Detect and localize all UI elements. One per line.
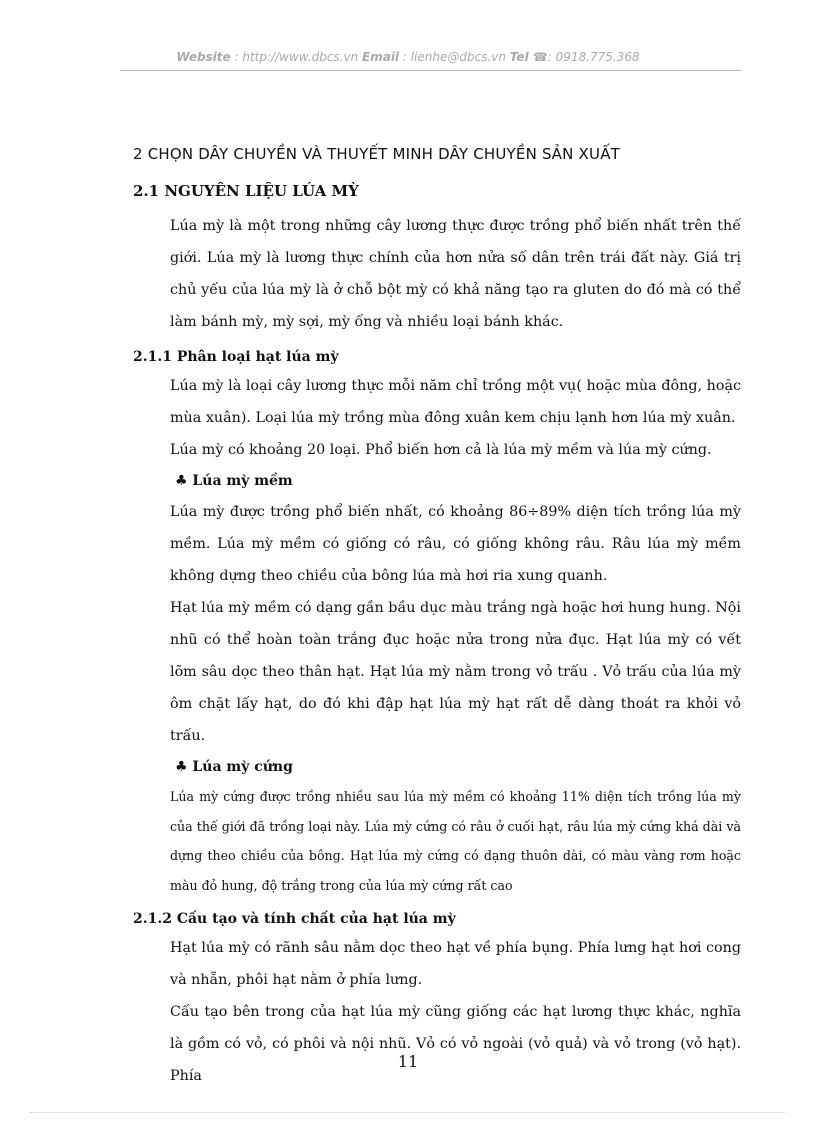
page-header [0, 50, 816, 64]
website-label: Website [176, 50, 231, 64]
soft-wheat-heading: ♣ Lúa mỳ mềm [175, 473, 293, 489]
page-content [133, 140, 741, 1092]
tel-label: Tel ☎ [509, 50, 548, 64]
footer-divider [30, 1112, 786, 1113]
paragraph: Lúa mỳ là một trong những cây lương thực được trồng phổ biến nhất trên thế giới. Lúa mỳ là lương thực chính của hơn nửa số dân trên trái đất này. Giá trị chủ yếu của lúa mỳ là ở chỗ bột mỳ có khả năng tạo ra gluten do đó mà có thể làm bánh mỳ, mỳ sợi, mỳ ống và nhiều loại bánh khác. [170, 218, 741, 330]
paragraph: Hạt lúa mỳ mềm có dạng gần bầu dục màu trắng ngà hoặc hơi hung hung. Nội nhũ có thể hoàn toàn trắng đục hoặc nửa trong nửa đục. Hạt lúa mỳ có vết lõm sâu dọc theo thân hạt. Hạt lúa mỳ nằm trong vỏ trấu . Vỏ trấu của lúa mỳ ôm chặt lấy hạt, do đó khi đập hạt lúa mỳ hạt rất dễ dàng thoát ra khỏi vỏ trấu. [170, 600, 741, 744]
paragraph: Lúa mỳ là loại cây lương thực mỗi năm chỉ trồng một vụ( hoặc mùa đông, hoặc mùa xuân). Loại lúa mỳ trồng mùa đông xuân kem chịu lạnh hơn lúa mỳ xuân. [170, 378, 741, 426]
paragraph: Lúa mỳ có khoảng 20 loại. Phổ biến hơn cả là lúa mỳ mềm và lúa mỳ cứng. [170, 442, 712, 458]
chapter-title: 2 CHỌN DÂY CHUYỀN VÀ THUYẾT MINH DÂY CHUYỀN SẢN XUẤT [133, 145, 621, 163]
hard-wheat-heading: ♣ Lúa mỳ cứng [175, 759, 293, 775]
section-title-2-1-2: 2.1.2 Cấu tạo và tính chất của hạt lúa mỳ [133, 911, 456, 927]
paragraph: Lúa mỳ cứng được trồng nhiều sau lúa mỳ mềm có khoảng 11% diện tích trồng lúa mỳ của thế giới đã trồng loại này. Lúa mỳ cứng có râu ở cuối hạt, râu lúa mỳ cứng khá dài và dựng theo chiều của bông. Hạt lúa mỳ cứng có dạng thuôn dài, có màu vàng rơm hoặc màu đỏ hung, độ trắng trong của lúa mỳ cứng rất cao [170, 789, 741, 893]
page-number: 11 [397, 1052, 419, 1071]
paragraph: Hạt lúa mỳ có rãnh sâu nằm dọc theo hạt về phía bụng. Phía lưng hạt hơi cong và nhẵn, phôi hạt nằm ở phía lưng. [170, 940, 741, 988]
paragraph: Lúa mỳ được trồng phổ biến nhất, có khoảng 86÷89% diện tích trồng lúa mỳ mềm. Lúa mỳ mềm có giống có râu, có giống không râu. Râu lúa mỳ mềm không dựng theo chiều của bông lúa mà hơi ria xung quanh. [170, 504, 741, 584]
paragraph: Cấu tạo bên trong của hạt lúa mỳ cũng giống các hạt lương thực khác, nghĩa là gồm có vỏ, có phôi và nội nhũ. Vỏ có vỏ ngoài (vỏ quả) và vỏ trong (vỏ hạt). Phía [170, 1004, 741, 1084]
email-label: Email [362, 50, 400, 64]
website-value[interactable]: : http://www.dbcs.vn [230, 50, 363, 64]
tel-value: : 0918.775.368 [547, 50, 640, 64]
section-title-2-1-1: 2.1.1 Phân loại hạt lúa mỳ [133, 349, 339, 365]
header-divider [120, 70, 742, 71]
section-title-2-1: 2.1 NGUYÊN LIỆU LÚA MỲ [133, 182, 359, 200]
email-value[interactable]: : lienhe@dbcs.vn [399, 50, 510, 64]
